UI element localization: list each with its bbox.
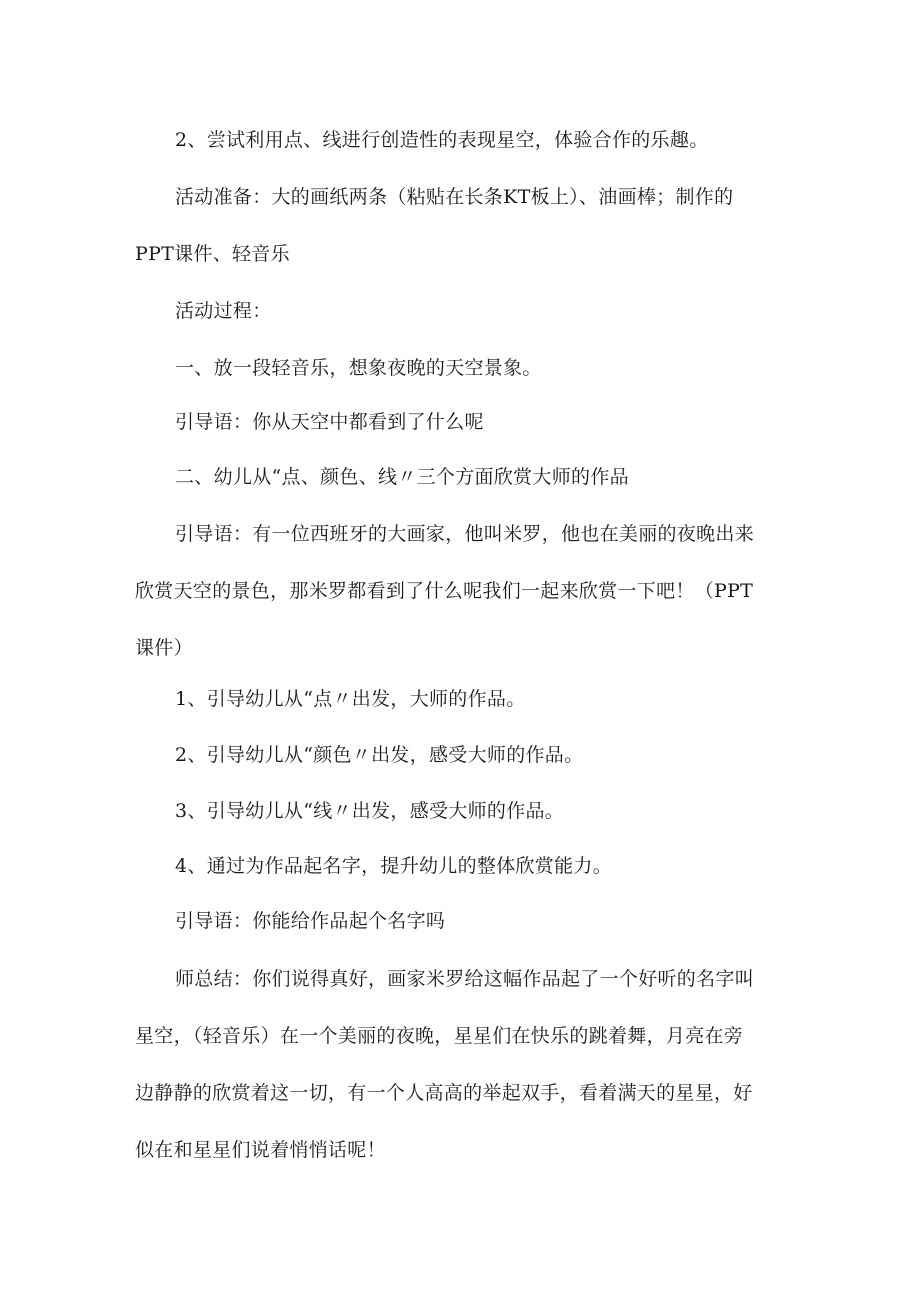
text-line: 二、幼儿从“点、颜色、线〃三个方面欣赏大师的作品 [175, 466, 629, 488]
text-line: 1、引导幼儿从“点〃出发，大师的作品。 [175, 688, 526, 710]
text-line: PPT课件、轻音乐 [135, 243, 290, 265]
paragraph-summary [135, 951, 785, 1179]
paragraph-guide-3 [135, 893, 785, 950]
paragraph-step-1 [135, 340, 785, 397]
paragraph-sub-1 [135, 671, 785, 728]
text-line: 星空，（轻音乐）在一个美丽的夜晚，星星们在快乐的跳着舞，月亮在旁 [135, 1025, 744, 1047]
text-line: 4、通过为作品起名字，提升幼儿的整体欣赏能力。 [175, 855, 612, 877]
paragraph-preparation [135, 169, 785, 283]
text-line: 一、放一段轻音乐，想象夜晚的天空景象。 [175, 357, 542, 379]
paragraph-step-2 [135, 449, 785, 506]
text-line: 引导语：你从天空中都看到了什么呢 [175, 411, 484, 433]
text-line: 活动过程： [175, 300, 272, 322]
text-line: 边静静的欣赏着这一切，有一个人高高的举起双手，看着满天的星星，好 [135, 1082, 753, 1104]
text-line: 2、引导幼儿从“颜色〃出发，感受大师的作品。 [175, 744, 584, 766]
text-line: 2、尝试利用点、线进行创造性的表现星空，体验合作的乐趣。 [175, 129, 709, 151]
text-line: 活动准备：大的画纸两条（粘贴在长条KT板上）、油画棒；制作的 [175, 186, 734, 208]
text-line: 引导语：你能给作品起个名字吗 [175, 910, 446, 932]
text-line: 似在和星星们说着悄悄话呢！ [135, 1139, 386, 1161]
paragraph-process-heading [135, 283, 785, 340]
text-line: 引导语：有一位西班牙的大画家，他叫米罗，他也在美丽的夜晚出来 [175, 523, 755, 545]
paragraph-guide-2 [135, 506, 785, 677]
paragraph-sub-2 [135, 727, 785, 784]
paragraph-guide-1 [135, 394, 785, 451]
text-line: 师总结：你们说得真好，画家米罗给这幅作品起了一个好听的名字叫 [175, 968, 755, 990]
text-line: 3、引导幼儿从“线〃出发，感受大师的作品。 [175, 800, 565, 822]
text-line: 课件） [135, 637, 193, 659]
paragraph-sub-3 [135, 783, 785, 840]
text-line: 欣赏天空的景色，那米罗都看到了什么呢我们一起来欣赏一下吧！（PPT [135, 580, 754, 602]
paragraph-goal-2 [135, 112, 785, 169]
paragraph-sub-4 [135, 838, 785, 895]
